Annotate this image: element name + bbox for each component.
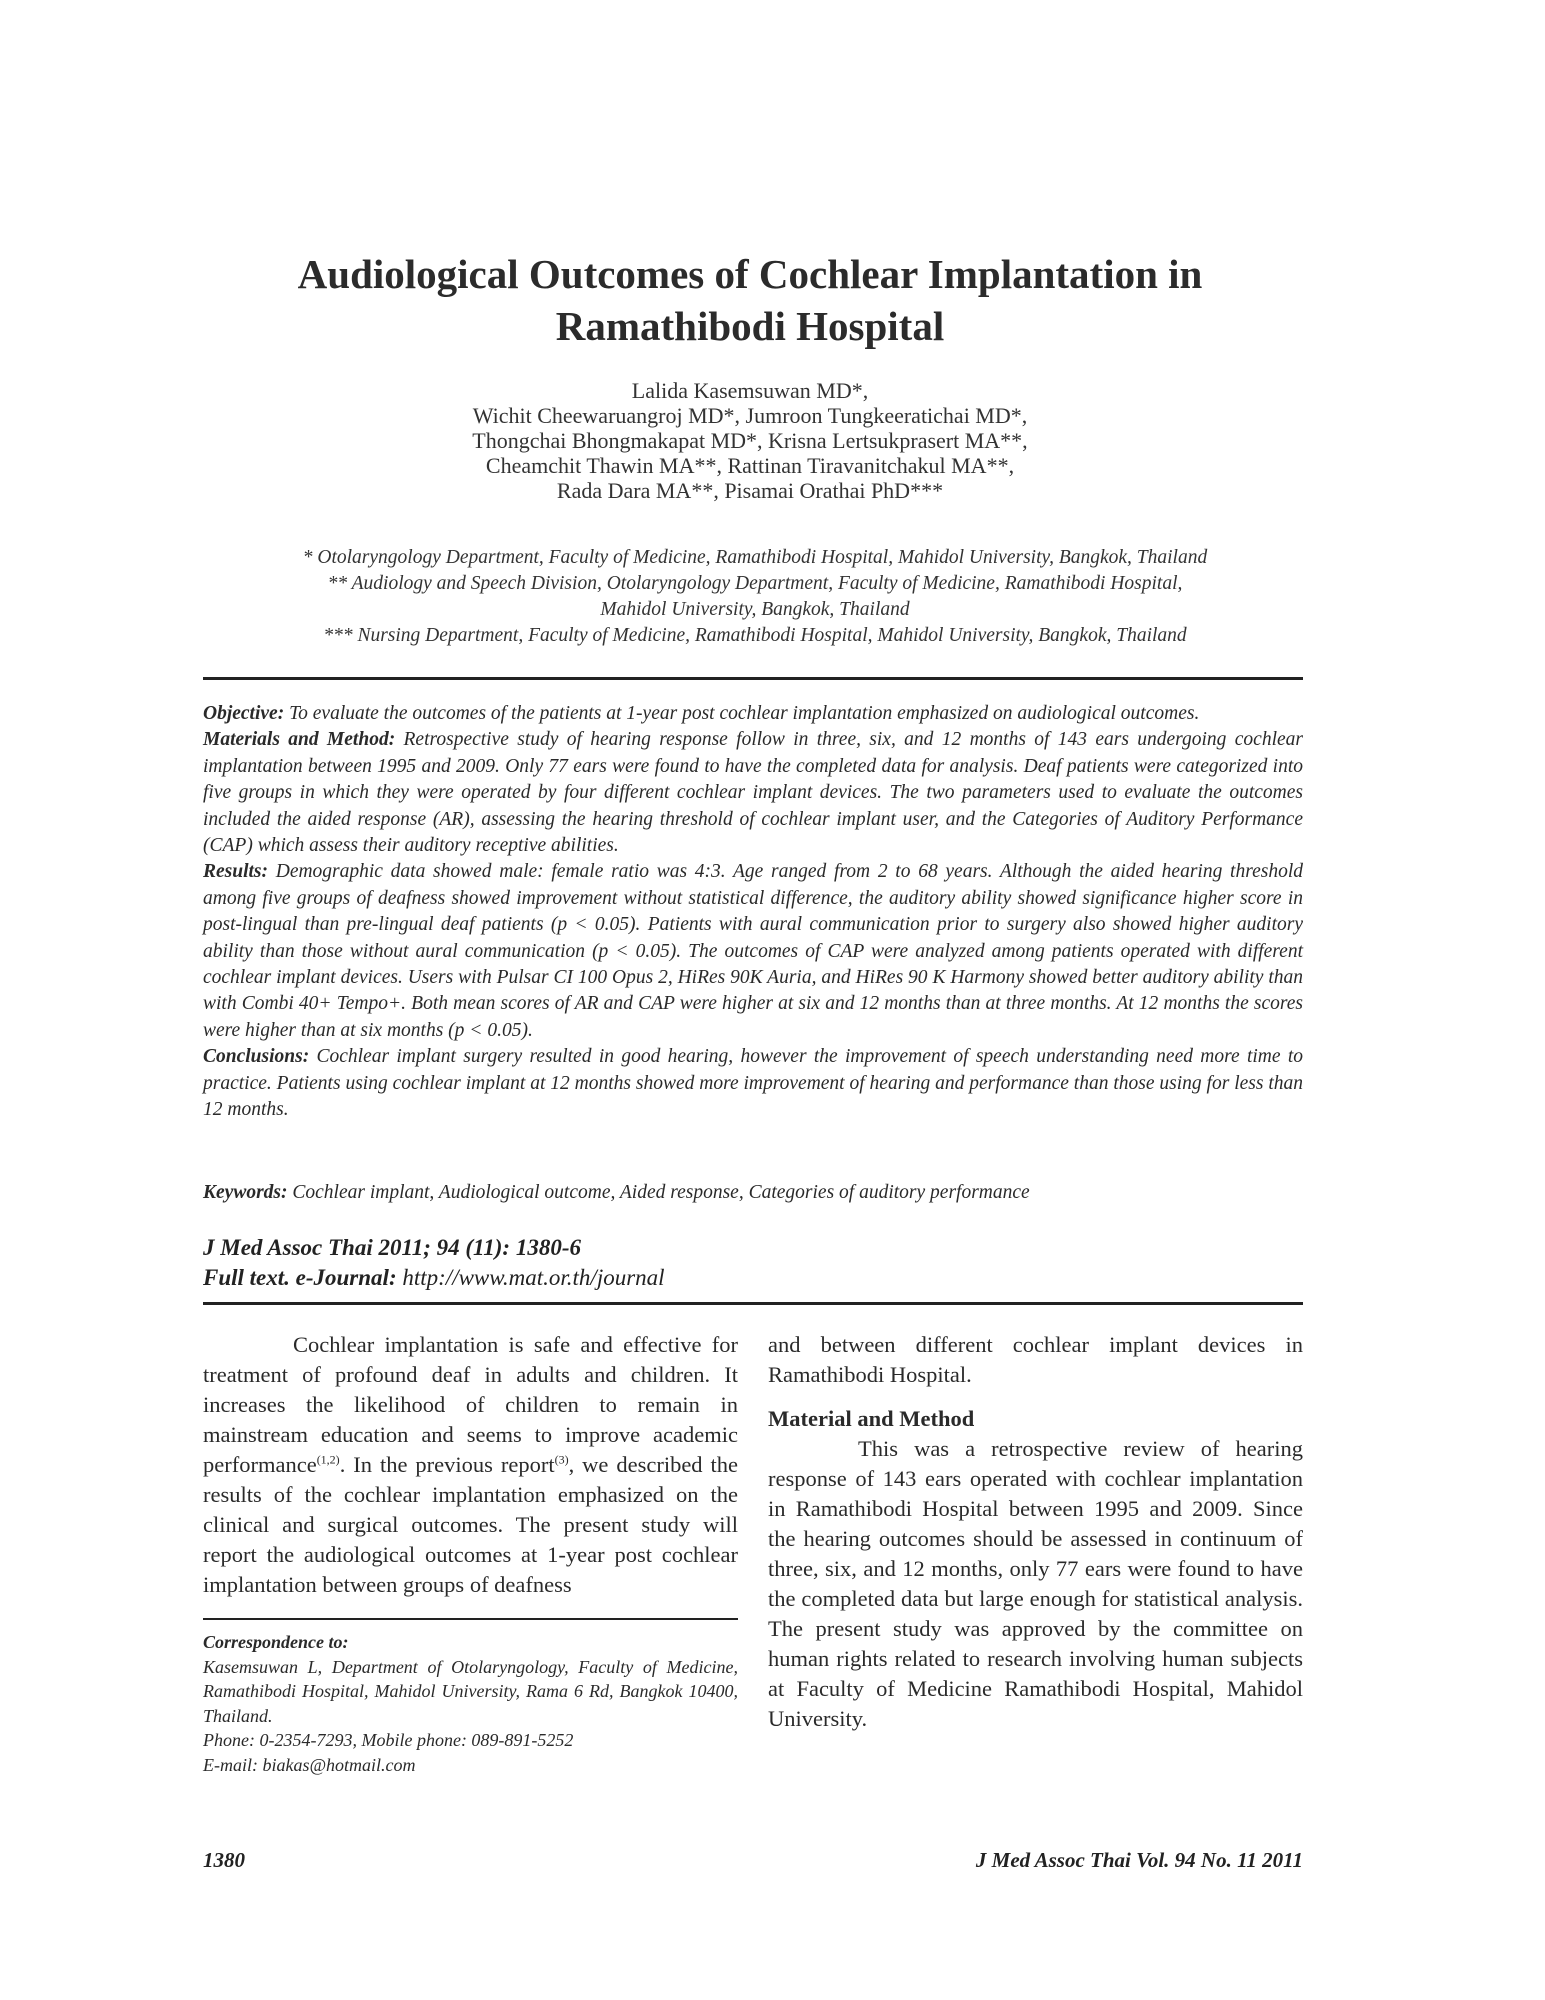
title-line-1: Audiological Outcomes of Cochlear Implantation in: [297, 251, 1203, 297]
abstract-results: [203, 859, 1303, 1044]
results-label: Results:: [203, 861, 269, 883]
intro-text-2: . In the previous report: [339, 1452, 555, 1477]
intro-continuation: and between different cochlear implant devices in Ramathibodi Hospital.: [768, 1332, 1303, 1387]
journal-url[interactable]: http://www.mat.or.th/journal: [396, 1265, 665, 1290]
reference-marker: (1,2): [316, 1452, 340, 1467]
abstract: [203, 701, 1303, 1124]
correspondence-address: Kasemsuwan L, Department of Otolaryngology, Faculty of Medicine, Ramathibodi Hospital, Mahidol University, Rama 6 Rd, Bangkok 10400, Thailand.: [203, 1656, 738, 1726]
author-line: Wichit Cheewaruangroj MD*, Jumroon Tungkeeratichai MD*,: [472, 403, 1028, 428]
conclusions-text: Cochlear implant surgery resulted in good hearing, however the improvement of speech understanding need more time to practice. Patients using cochlear implant at 12 months showed more improvement of hearing and performance than those using for less than 12 months.: [203, 1046, 1303, 1121]
affiliation-line: * Otolaryngology Department, Faculty of Medicine, Ramathibodi Hospital, Mahidol University, Bangkok, Thailand: [302, 547, 1208, 568]
correspondence-email: E-mail: biakas@hotmail.com: [203, 1754, 416, 1775]
keywords-label: Keywords:: [203, 1182, 288, 1203]
intro-text-3: , we described the results of the cochlear implantation emphasized on the clinical and surgical outcomes. The present study will report the audiological outcomes at 1-year post cochlear implantation between groups of deafness: [203, 1452, 738, 1597]
article-title: [200, 248, 1300, 352]
objective-text: To evaluate the outcomes of the patients at 1-year post cochlear implantation emphasized on audiological outcomes.: [284, 703, 1200, 724]
affiliation-line: Mahidol University, Bangkok, Thailand: [600, 599, 910, 620]
correspondence-phone: Phone: 0-2354-7293, Mobile phone: 089-891-5252: [203, 1730, 574, 1751]
reference-marker: (3): [554, 1452, 569, 1467]
author-line: Lalida Kasemsuwan MD*,: [631, 378, 869, 403]
citation-block: [203, 1233, 1303, 1293]
divider-top: [203, 677, 1303, 680]
journal-reference: J Med Assoc Thai 2011; 94 (11): 1380-6: [203, 1235, 581, 1260]
fulltext-label: Full text. e-Journal:: [203, 1265, 397, 1290]
body-column-right: [768, 1330, 1303, 1734]
author-line: Thongchai Bhongmakapat MD*, Krisna Lertsukprasert MA**,: [472, 428, 1028, 453]
keywords: [203, 1180, 1303, 1206]
correspondence-block: [203, 1630, 738, 1778]
intro-paragraph: [203, 1330, 738, 1600]
section-heading-methods: Material and Method: [768, 1406, 975, 1431]
objective-label: Objective:: [203, 703, 285, 724]
keywords-text: Cochlear implant, Audiological outcome, Aided response, Categories of auditory performance: [287, 1182, 1030, 1203]
correspondence-divider: [203, 1618, 738, 1620]
body-column-left: [203, 1330, 738, 1600]
affiliations: [200, 545, 1310, 649]
divider-middle: [203, 1302, 1303, 1305]
author-line: Cheamchit Thawin MA**, Rattinan Tiravanitchakul MA**,: [485, 453, 1015, 478]
intro-text-1: Cochlear implantation is safe and effective for treatment of profound deaf in adults and children. It increases the likelihood of children to remain in mainstream education and seems to improve academic performance: [203, 1332, 738, 1477]
affiliation-line: *** Nursing Department, Faculty of Medicine, Ramathibodi Hospital, Mahidol University, Bangkok, Thailand: [323, 625, 1187, 646]
author-line: Rada Dara MA**, Pisamai Orathai PhD***: [556, 478, 944, 503]
affiliation-line: ** Audiology and Speech Division, Otolaryngology Department, Faculty of Medicine, Ramathibodi Hospital,: [327, 573, 1183, 594]
title-line-2: Ramathibodi Hospital: [555, 303, 945, 349]
fulltext-line: [203, 1263, 1303, 1293]
abstract-objective: [203, 701, 1303, 727]
methods-label: Materials and Method:: [203, 729, 396, 751]
author-list: [300, 378, 1200, 503]
conclusions-label: Conclusions:: [203, 1046, 310, 1068]
correspondence-label: Correspondence to:: [203, 1632, 349, 1652]
abstract-methods: [203, 727, 1303, 859]
journal-footer: J Med Assoc Thai Vol. 94 No. 11 2011: [975, 1848, 1303, 1872]
abstract-conclusions: [203, 1044, 1303, 1123]
methods-paragraph: This was a retrospective review of hearing response of 143 ears operated with cochlear implantation in Ramathibodi Hospital between 1995 and 2009. Since the hearing outcomes should be assessed in continuum of three, six, and 12 months, only 77 ears were found to have the completed data but large enough for statistical analysis. The present study was approved by the committee on human rights related to research involving human subjects at Faculty of Medicine Ramathibodi Hospital, Mahidol University.: [768, 1436, 1303, 1731]
page-number: 1380: [203, 1848, 245, 1872]
results-text: Demographic data showed male: female ratio was 4:3. Age ranged from 2 to 68 years. Although the aided hearing threshold among five groups of deafness showed improvement without statistical difference, the auditory ability showed significance higher score in post-lingual than pre-lingual deaf patients (p < 0.05). Patients with aural communication prior to surgery also showed higher auditory ability than those without aural communication (p < 0.05). The outcomes of CAP were analyzed among patients operated with different cochlear implant devices. Users with Pulsar CI 100 Opus 2, HiRes 90K Auria, and HiRes 90 K Harmony showed better auditory ability than with Combi 40+ Tempo+. Both mean scores of AR and CAP were higher at six and 12 months than at three months. At 12 months the scores were higher than at six months (p < 0.05).: [203, 861, 1303, 1041]
methods-text: Retrospective study of hearing response follow in three, six, and 12 months of 143 ears undergoing cochlear implantation between 1995 and 2009. Only 77 ears were found to have the completed data for analysis. Deaf patients were categorized into five groups in which they were operated by four different cochlear implant devices. The two parameters used to evaluate the outcomes included the aided response (AR), assessing the hearing threshold of cochlear implant user, and the Categories of Auditory Performance (CAP) which assess their auditory receptive abilities.: [203, 729, 1303, 857]
